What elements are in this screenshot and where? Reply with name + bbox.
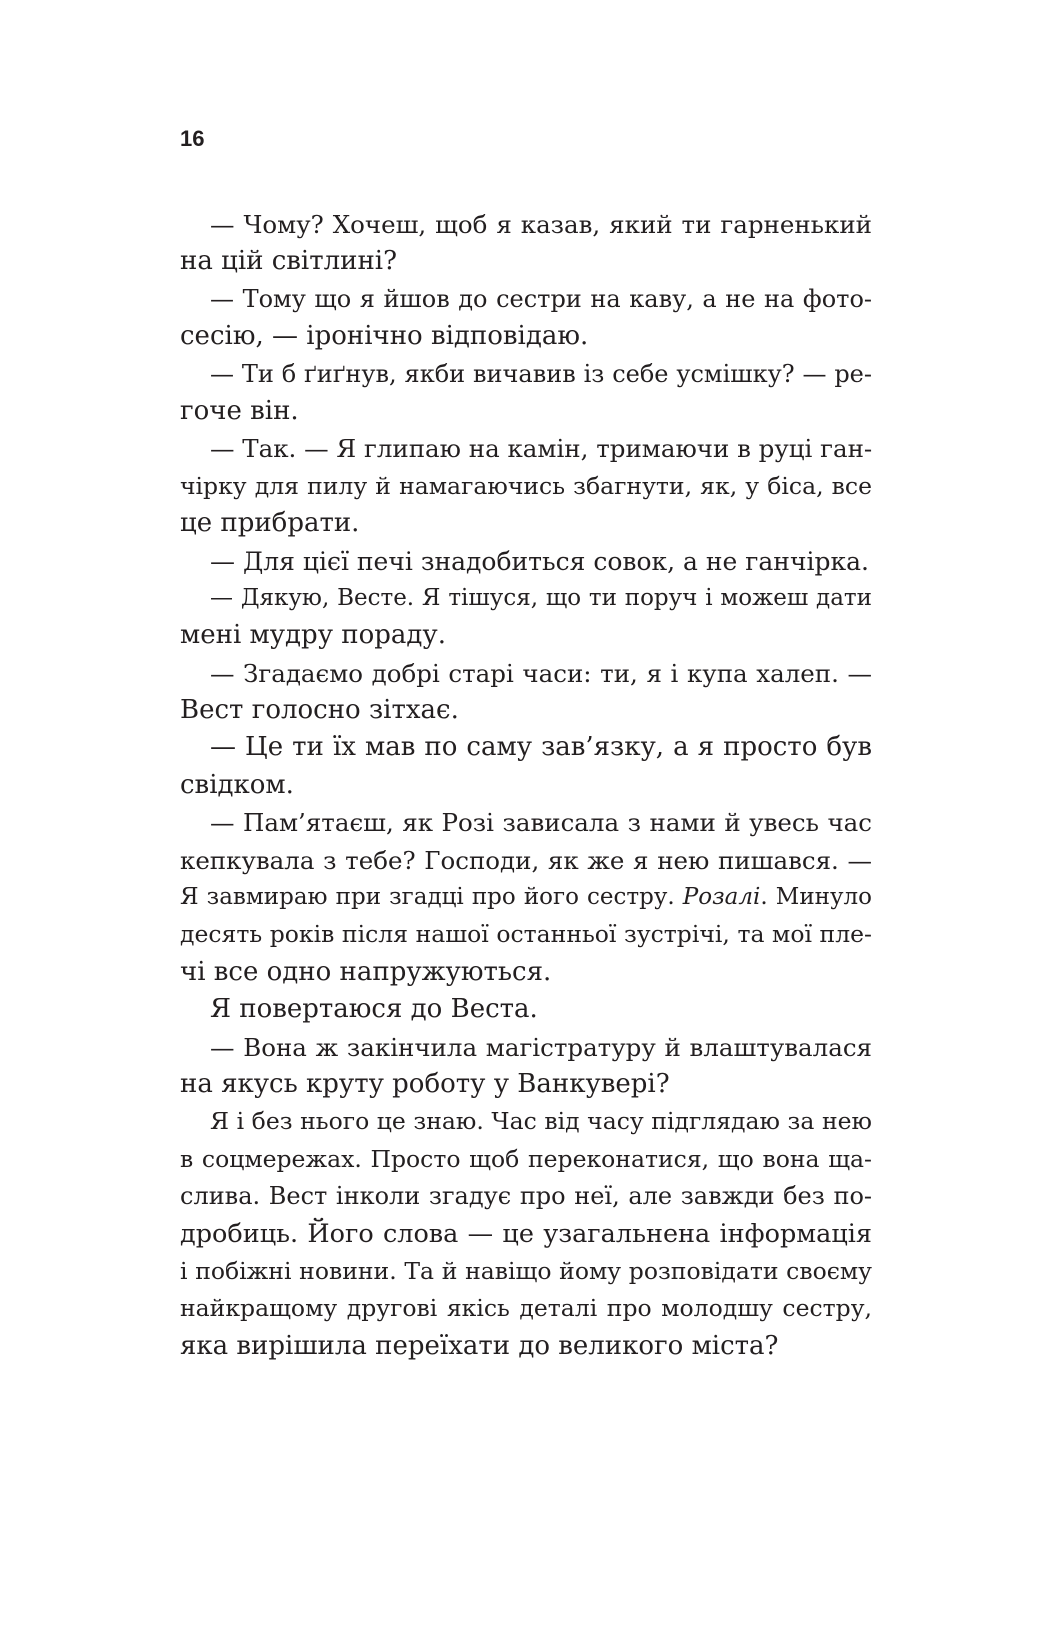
text-line: Я і без нього це знаю. Час від часу підглядаю за нею xyxy=(210,1107,872,1136)
text-line: — Згадаємо добрі старі часи: ти, я і купа халеп. — xyxy=(210,658,872,688)
text-line: і побіжні новини. Та й навіщо йому розповідати своєму xyxy=(180,1256,872,1285)
text-line: Я повертаюся до Веста. xyxy=(210,994,538,1025)
body-text xyxy=(180,206,872,1365)
text-line: найкращому другові якісь деталі про молодшу сестру, xyxy=(180,1294,872,1323)
text-line: — Ти б ґиґнув, якби вичавив із себе усмішку? — ре- xyxy=(210,359,872,388)
text-line: в соцмережах. Просто щоб переконатися, що вона ща- xyxy=(180,1144,872,1173)
text-line: сесію, — іронічно відповідаю. xyxy=(180,321,589,352)
text-line: Вест голосно зітхає. xyxy=(180,695,459,726)
text-line: чірку для пилу й намагаючись збагнути, як, у біса, все xyxy=(180,471,872,500)
text-line: — Чому? Хочеш, щоб я казав, який ти гарненький xyxy=(210,210,872,239)
text-segment: . Минуло xyxy=(760,884,872,911)
text-line: дробиць. Його слова — це узагальнена інформація xyxy=(180,1218,872,1249)
text-line: — Так. — Я глипаю на камін, тримаючи в руці ган- xyxy=(210,434,873,464)
text-line: гоче він. xyxy=(180,395,299,426)
text-line-with-italic xyxy=(180,879,872,916)
page-number: 16 xyxy=(180,126,205,151)
text-line: свідком. xyxy=(180,769,294,800)
text-line: — Для цієї печі знадобиться совок, а не ганчірка. xyxy=(210,546,869,576)
text-line: — Пам’ятаєш, як Розі зависала з нами й увесь час xyxy=(210,808,872,838)
text-line: — Дякую, Весте. Я тішуся, що ти поруч і можеш дати xyxy=(210,584,872,611)
text-line: — Вона ж закінчила магістратуру й влаштувалася xyxy=(210,1032,872,1062)
italic-name: Розалі xyxy=(682,884,761,911)
text-line: мені мудру пораду. xyxy=(180,620,446,651)
text-line: чі все одно напружуються. xyxy=(180,956,552,987)
text-segment: Я завмираю при згадці про його сестру. xyxy=(180,884,683,911)
text-line: десять років після нашої останньої зустрічі, та мої пле- xyxy=(180,920,872,949)
text-line: — Це ти їх мав по саму зав’язку, а я просто був xyxy=(210,732,872,763)
text-line: слива. Вест інколи згадує про неї, але завжди без по- xyxy=(180,1182,872,1211)
text-line: яка вирішила переїхати до великого міста? xyxy=(180,1330,779,1361)
text-line: — Тому що я йшов до сестри на каву, а не на фото- xyxy=(210,284,872,313)
text-line: це прибрати. xyxy=(180,508,360,539)
text-line: на якусь круту роботу у Ванкувері? xyxy=(180,1068,670,1099)
text-line: кепкувала з тебе? Господи, як же я нею пишався. — xyxy=(180,845,872,875)
text-line: на цій світлині? xyxy=(180,246,398,277)
